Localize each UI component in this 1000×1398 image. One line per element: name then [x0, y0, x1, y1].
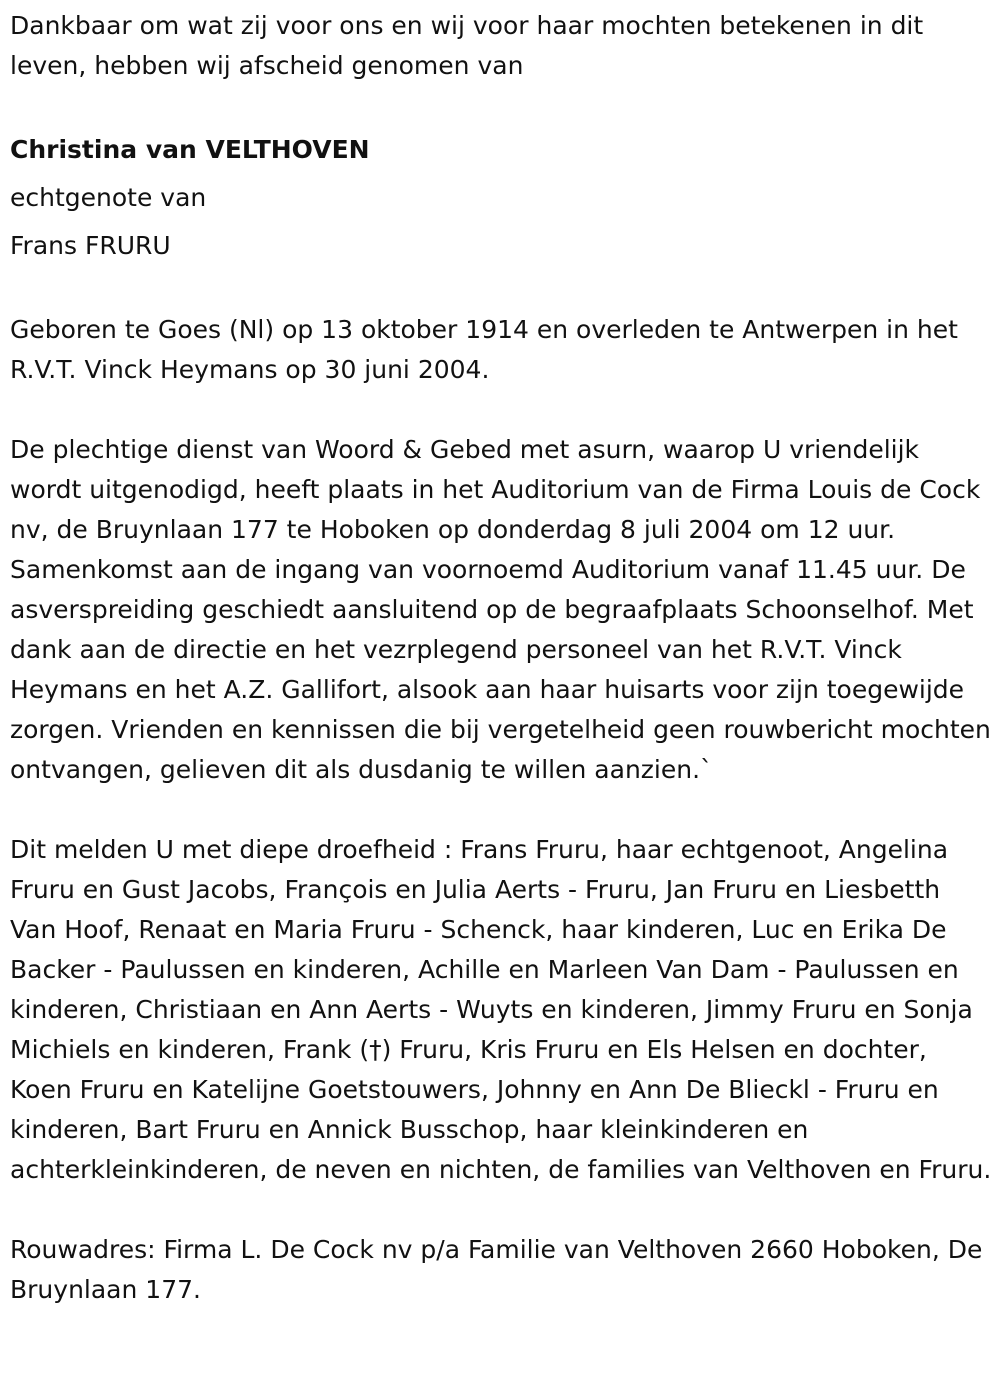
mourning-address: Rouwadres: Firma L. De Cock nv p/a Familie van Velthoven 2660 Hoboken, De Bruynlaan 177.: [10, 1235, 983, 1304]
intro-text: Dankbaar om wat zij voor ons en wij voor haar mochten betekenen in dit leven, hebben wij afscheid genomen van: [10, 11, 924, 80]
birth-death-paragraph: Geboren te Goes (Nl) op 13 oktober 1914 en overleden te Antwerpen in het R.V.T. Vinck Heymans op 30 juni 2004.: [10, 315, 958, 384]
deceased-name: Christina van VELTHOVEN: [10, 135, 370, 164]
family-paragraph: Dit melden U met diepe droefheid : Frans Fruru, haar echtgenoot, Angelina Fruru en Gust Jacobs, François en Julia Aerts - Fruru, Jan Fruru en Liesbetth Van Hoof, Renaat en Maria Fruru - Schenck, haar kinderen, Luc en Erika De Backer - Paulussen en kinderen, Achille en Marleen Van Dam - Paulussen en kinderen, Christiaan en Ann Aerts - Wuyts en kinderen, Jimmy Fruru en Sonja Michiels en kinderen, Frank (†) Fruru, Kris Fruru en Els Helsen en dochter, Koen Fruru en Katelijne Goetstouwers, Johnny en Ann De Blieckl - Fruru en kinderen, Bart Fruru en Annick Busschop, haar kleinkinderen en achterkleinkinderen, de neven en nichten, de families van Velthoven en Fruru.: [10, 835, 992, 1184]
relation-label: echtgenote van: [10, 183, 207, 212]
service-paragraph: De plechtige dienst van Woord & Gebed met asurn, waarop U vriendelijk wordt uitgenodigd, heeft plaats in het Auditorium van de Firma Louis de Cock nv, de Bruynlaan 177 te Hoboken op donderdag 8 juli 2004 om 12 uur. Samenkomst aan de ingang van voornoemd Auditorium vanaf 11.45 uur. De asverspreiding geschiedt aansluitend op de begraafplaats Schoonselhof. Met dank aan de directie en het vezrplegend personeel van het R.V.T. Vinck Heymans en het A.Z. Gallifort, alsook aan haar huisarts voor zijn toegewijde zorgen. Vrienden en kennissen die bij vergetelheid geen rouwbericht mochten ontvangen, gelieven dit als dusdanig te willen aanzien.`: [10, 435, 991, 784]
spouse-name: Frans FRURU: [10, 231, 171, 260]
